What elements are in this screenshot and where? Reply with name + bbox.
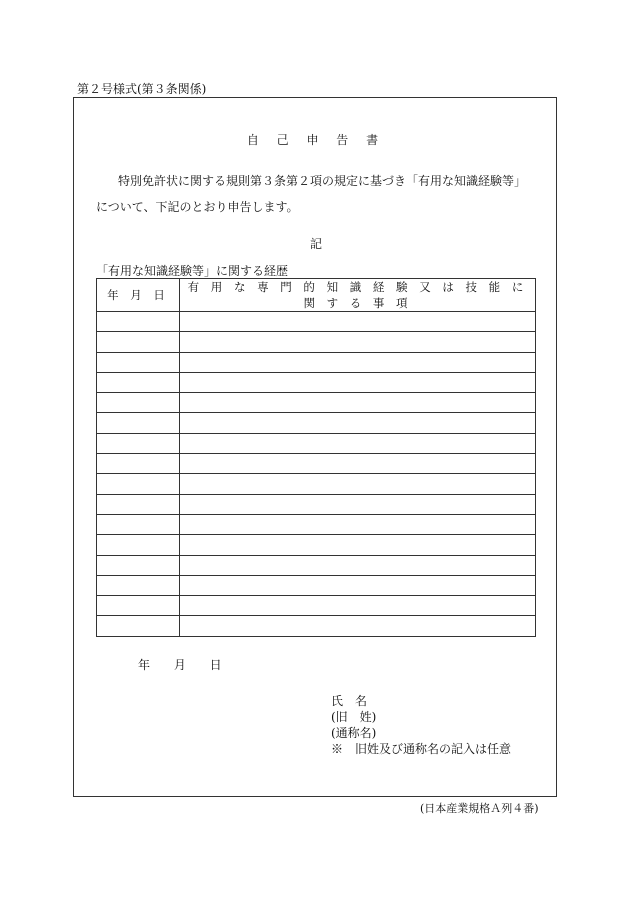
table-row [97, 433, 536, 453]
declaration-text: 特別免許状に関する規則第３条第２項の規定に基づき「有用な知識経験等」について、下記のとおり申告します。 [96, 174, 527, 214]
content-cell[interactable] [180, 312, 536, 332]
table-row [97, 596, 536, 616]
date-cell[interactable] [97, 494, 180, 514]
document-title: 自 己 申 告 書 [246, 133, 386, 147]
table-row [97, 535, 536, 555]
date-cell[interactable] [97, 413, 180, 433]
date-cell[interactable] [97, 372, 180, 392]
content-cell[interactable] [180, 413, 536, 433]
date-line: 年 月 日 [138, 658, 222, 672]
table-row [97, 575, 536, 595]
content-cell[interactable] [180, 494, 536, 514]
content-cell[interactable] [180, 454, 536, 474]
date-cell[interactable] [97, 514, 180, 534]
content-cell[interactable] [180, 433, 536, 453]
date-cell[interactable] [97, 332, 180, 352]
content-column-header: 有 用 な 専 門 的 知 識 経 験 又 は 技 能 に 関 す る 事 項 [180, 279, 536, 312]
date-cell[interactable] [97, 555, 180, 575]
table-row [97, 332, 536, 352]
table-row [97, 312, 536, 332]
paper-size-note: (日本産業規格Ａ列４番) [420, 802, 539, 815]
content-cell[interactable] [180, 596, 536, 616]
content-cell[interactable] [180, 616, 536, 636]
date-column-header: 年 月 日 [97, 279, 180, 312]
date-cell[interactable] [97, 352, 180, 372]
content-cell[interactable] [180, 332, 536, 352]
table-row [97, 474, 536, 494]
content-cell[interactable] [180, 535, 536, 555]
date-cell[interactable] [97, 535, 180, 555]
form-frame [73, 97, 557, 797]
maiden-name-label: (旧 姓) [331, 710, 377, 724]
content-cell[interactable] [180, 555, 536, 575]
content-cell[interactable] [180, 474, 536, 494]
table-row [97, 616, 536, 636]
content-cell[interactable] [180, 372, 536, 392]
name-label: 氏 名 [331, 694, 368, 708]
form-number: 第２号様式(第３条関係) [77, 82, 207, 96]
table-row [97, 352, 536, 372]
table-header-row [97, 279, 536, 312]
ki-heading: 記 [309, 237, 322, 251]
content-cell[interactable] [180, 393, 536, 413]
table-caption: 「有用な知識経験等」に関する経歴 [96, 264, 289, 278]
content-cell[interactable] [180, 352, 536, 372]
date-cell[interactable] [97, 616, 180, 636]
table-row [97, 454, 536, 474]
table-row [97, 514, 536, 534]
date-cell[interactable] [97, 474, 180, 494]
table-row [97, 555, 536, 575]
date-cell[interactable] [97, 312, 180, 332]
date-cell[interactable] [97, 575, 180, 595]
table-row [97, 372, 536, 392]
date-cell[interactable] [97, 433, 180, 453]
history-table-body [97, 312, 536, 637]
date-cell[interactable] [97, 596, 180, 616]
optional-note: ※ 旧姓及び通称名の記入は任意 [331, 742, 512, 756]
content-cell[interactable] [180, 514, 536, 534]
table-row [97, 413, 536, 433]
table-row [97, 393, 536, 413]
date-cell[interactable] [97, 393, 180, 413]
table-row [97, 494, 536, 514]
history-table [96, 278, 536, 637]
content-cell[interactable] [180, 575, 536, 595]
date-cell[interactable] [97, 454, 180, 474]
alias-name-label: (通称名) [331, 726, 377, 740]
